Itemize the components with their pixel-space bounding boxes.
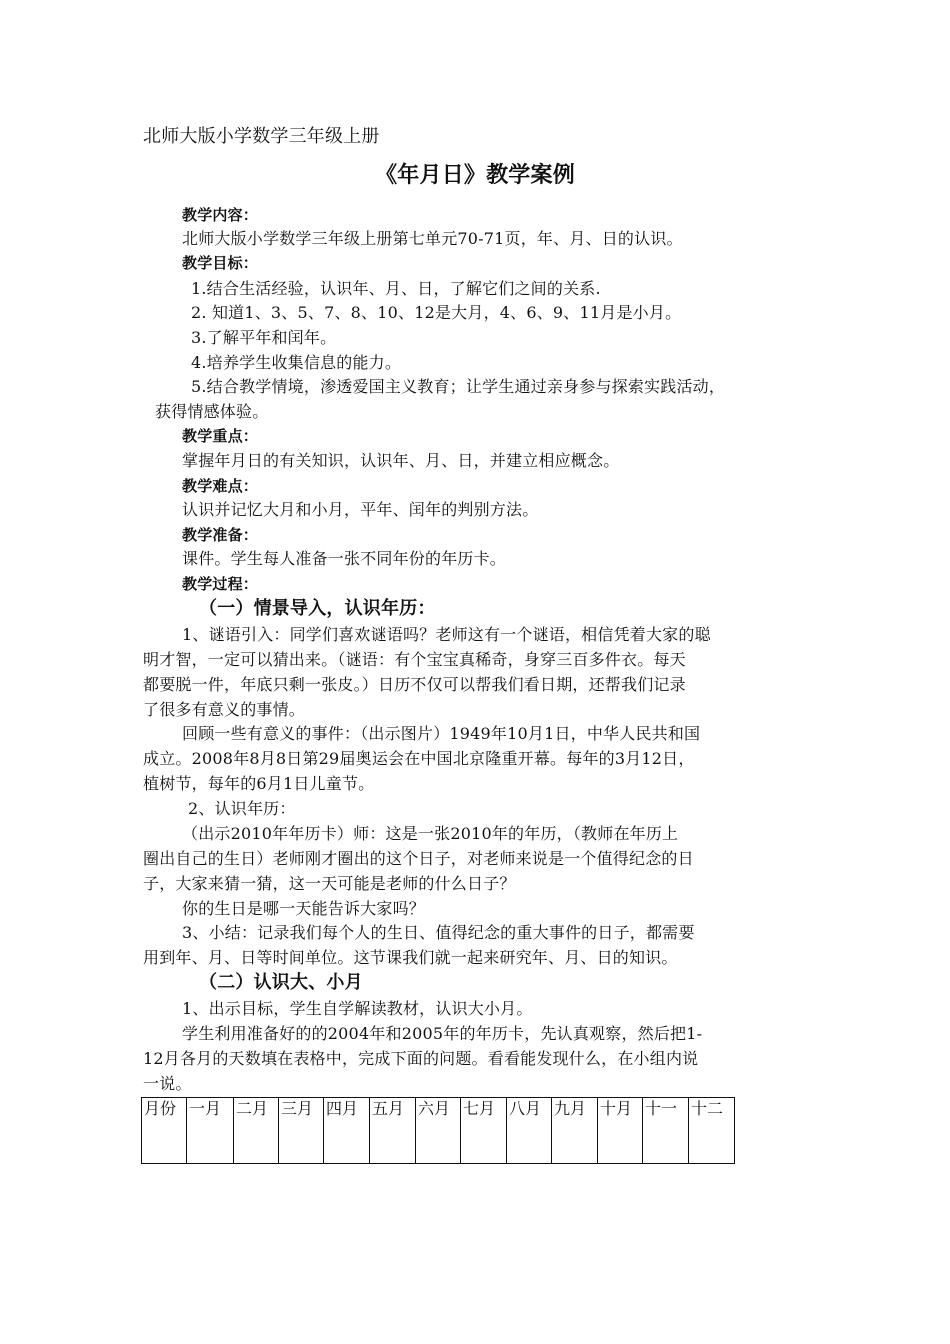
- prep-label: 教学准备：: [182, 526, 259, 544]
- paragraph-line: 1、谜语引入：同学们喜欢谜语吗？老师这有一个谜语，相信凭着大家的聪: [182, 625, 711, 644]
- paragraph-line: 回顾一些有意义的事件：（出示图片）1949年10月1日，中华人民共和国: [182, 724, 701, 743]
- content-label: 教学内容：: [182, 206, 259, 224]
- paragraph-line: 2、认识年历：: [188, 799, 296, 818]
- table-cell: 十月: [598, 1098, 643, 1164]
- paragraph-line: 圈出自己的生日）老师刚才圈出的这个日子，对老师来说是一个值得纪念的日: [143, 849, 694, 868]
- paragraph-line: 植树节，每年的6月1日儿童节。: [143, 774, 375, 793]
- key-point-label: 教学重点：: [182, 427, 259, 445]
- paragraph-line: 了很多有意义的事情。: [143, 700, 306, 719]
- month-days-table: [141, 1097, 735, 1164]
- table-cell: 十二: [689, 1098, 735, 1164]
- content-text: 北师大版小学数学三年级上册第七单元70-71页，年、月、日的认识。: [182, 229, 683, 248]
- goals-label: 教学目标：: [182, 254, 259, 272]
- table-header-row: [142, 1098, 735, 1164]
- table-cell: 四月: [324, 1098, 370, 1164]
- table-cell: 六月: [416, 1098, 461, 1164]
- section-2-heading: （二）认识大、小月: [199, 972, 363, 993]
- goal-item: 1.结合生活经验，认识年、月、日，了解它们之间的关系.: [191, 279, 601, 298]
- paragraph-line: 12月各月的天数填在表格中，完成下面的问题。看看能发现什么，在小组内说: [143, 1049, 699, 1068]
- paragraph-line: 1、出示目标，学生自学解读教材，认识大小月。: [182, 999, 533, 1018]
- prep-text: 课件。学生每人准备一张不同年份的年历卡。: [182, 549, 507, 568]
- table-cell: 十一: [643, 1098, 689, 1164]
- difficulty-text: 认识并记忆大月和小月，平年、闰年的判别方法。: [182, 500, 539, 519]
- paragraph-line: 明才智，一定可以猜出来。（谜语：有个宝宝真稀奇，身穿三百多件衣。每天: [143, 650, 686, 669]
- paragraph-line: 学生利用准备好的的2004年和2005年的年历卡，先认真观察，然后把1-: [182, 1024, 703, 1043]
- section-1-heading: （一）情景导入，认识年历：: [199, 598, 436, 619]
- document-subtitle: 北师大版小学数学三年级上册: [143, 126, 380, 147]
- goal-item-continued: 获得情感体验。: [155, 402, 269, 421]
- table-cell: 二月: [234, 1098, 279, 1164]
- paragraph-line: （出示2010年年历卡）师：这是一张2010年的年历，（教师在年历上: [182, 824, 679, 843]
- table-cell: 八月: [507, 1098, 552, 1164]
- document-title: 《年月日》教学案例: [375, 162, 575, 188]
- paragraph-line: 你的生日是哪一天能告诉大家吗？: [182, 899, 426, 918]
- table-cell: 月份: [142, 1098, 187, 1164]
- paragraph-line: 都要脱一件，年底只剩一张皮。）日历不仅可以帮我们看日期，还帮我们记录: [143, 675, 686, 694]
- goal-item: 5.结合教学情境，渗透爱国主义教育；让学生通过亲身参与探索实践活动，: [191, 377, 726, 396]
- paragraph-line: 用到年、月、日等时间单位。这节课我们就一起来研究年、月、日的知识。: [143, 948, 678, 967]
- table-cell: 九月: [552, 1098, 598, 1164]
- key-point-text: 掌握年月日的有关知识，认识年、月、日，并建立相应概念。: [182, 451, 620, 470]
- goal-item: 3.了解平年和闰年。: [191, 328, 337, 347]
- paragraph-line: 3、小结：记录我们每个人的生日、值得纪念的重大事件的日子，都需要: [182, 923, 695, 942]
- difficulty-label: 教学难点：: [182, 477, 259, 495]
- goal-item: 2. 知道1、3、5、7、8、10、12是大月，4、6、9、11月是小月。: [191, 303, 682, 322]
- paragraph-line: 一说。: [143, 1074, 192, 1093]
- table-cell: 三月: [279, 1098, 324, 1164]
- paragraph-line: 子，大家来猜一猜，这一天可能是老师的什么日子？: [143, 874, 516, 893]
- table-cell: 七月: [461, 1098, 507, 1164]
- table-cell: 一月: [187, 1098, 234, 1164]
- goal-item: 4.培养学生收集信息的能力。: [191, 353, 402, 372]
- table-cell: 五月: [370, 1098, 416, 1164]
- paragraph-line: 成立。2008年8月8日第29届奥运会在中国北京隆重开幕。每年的3月12日，: [143, 749, 695, 768]
- process-label: 教学过程：: [182, 575, 259, 593]
